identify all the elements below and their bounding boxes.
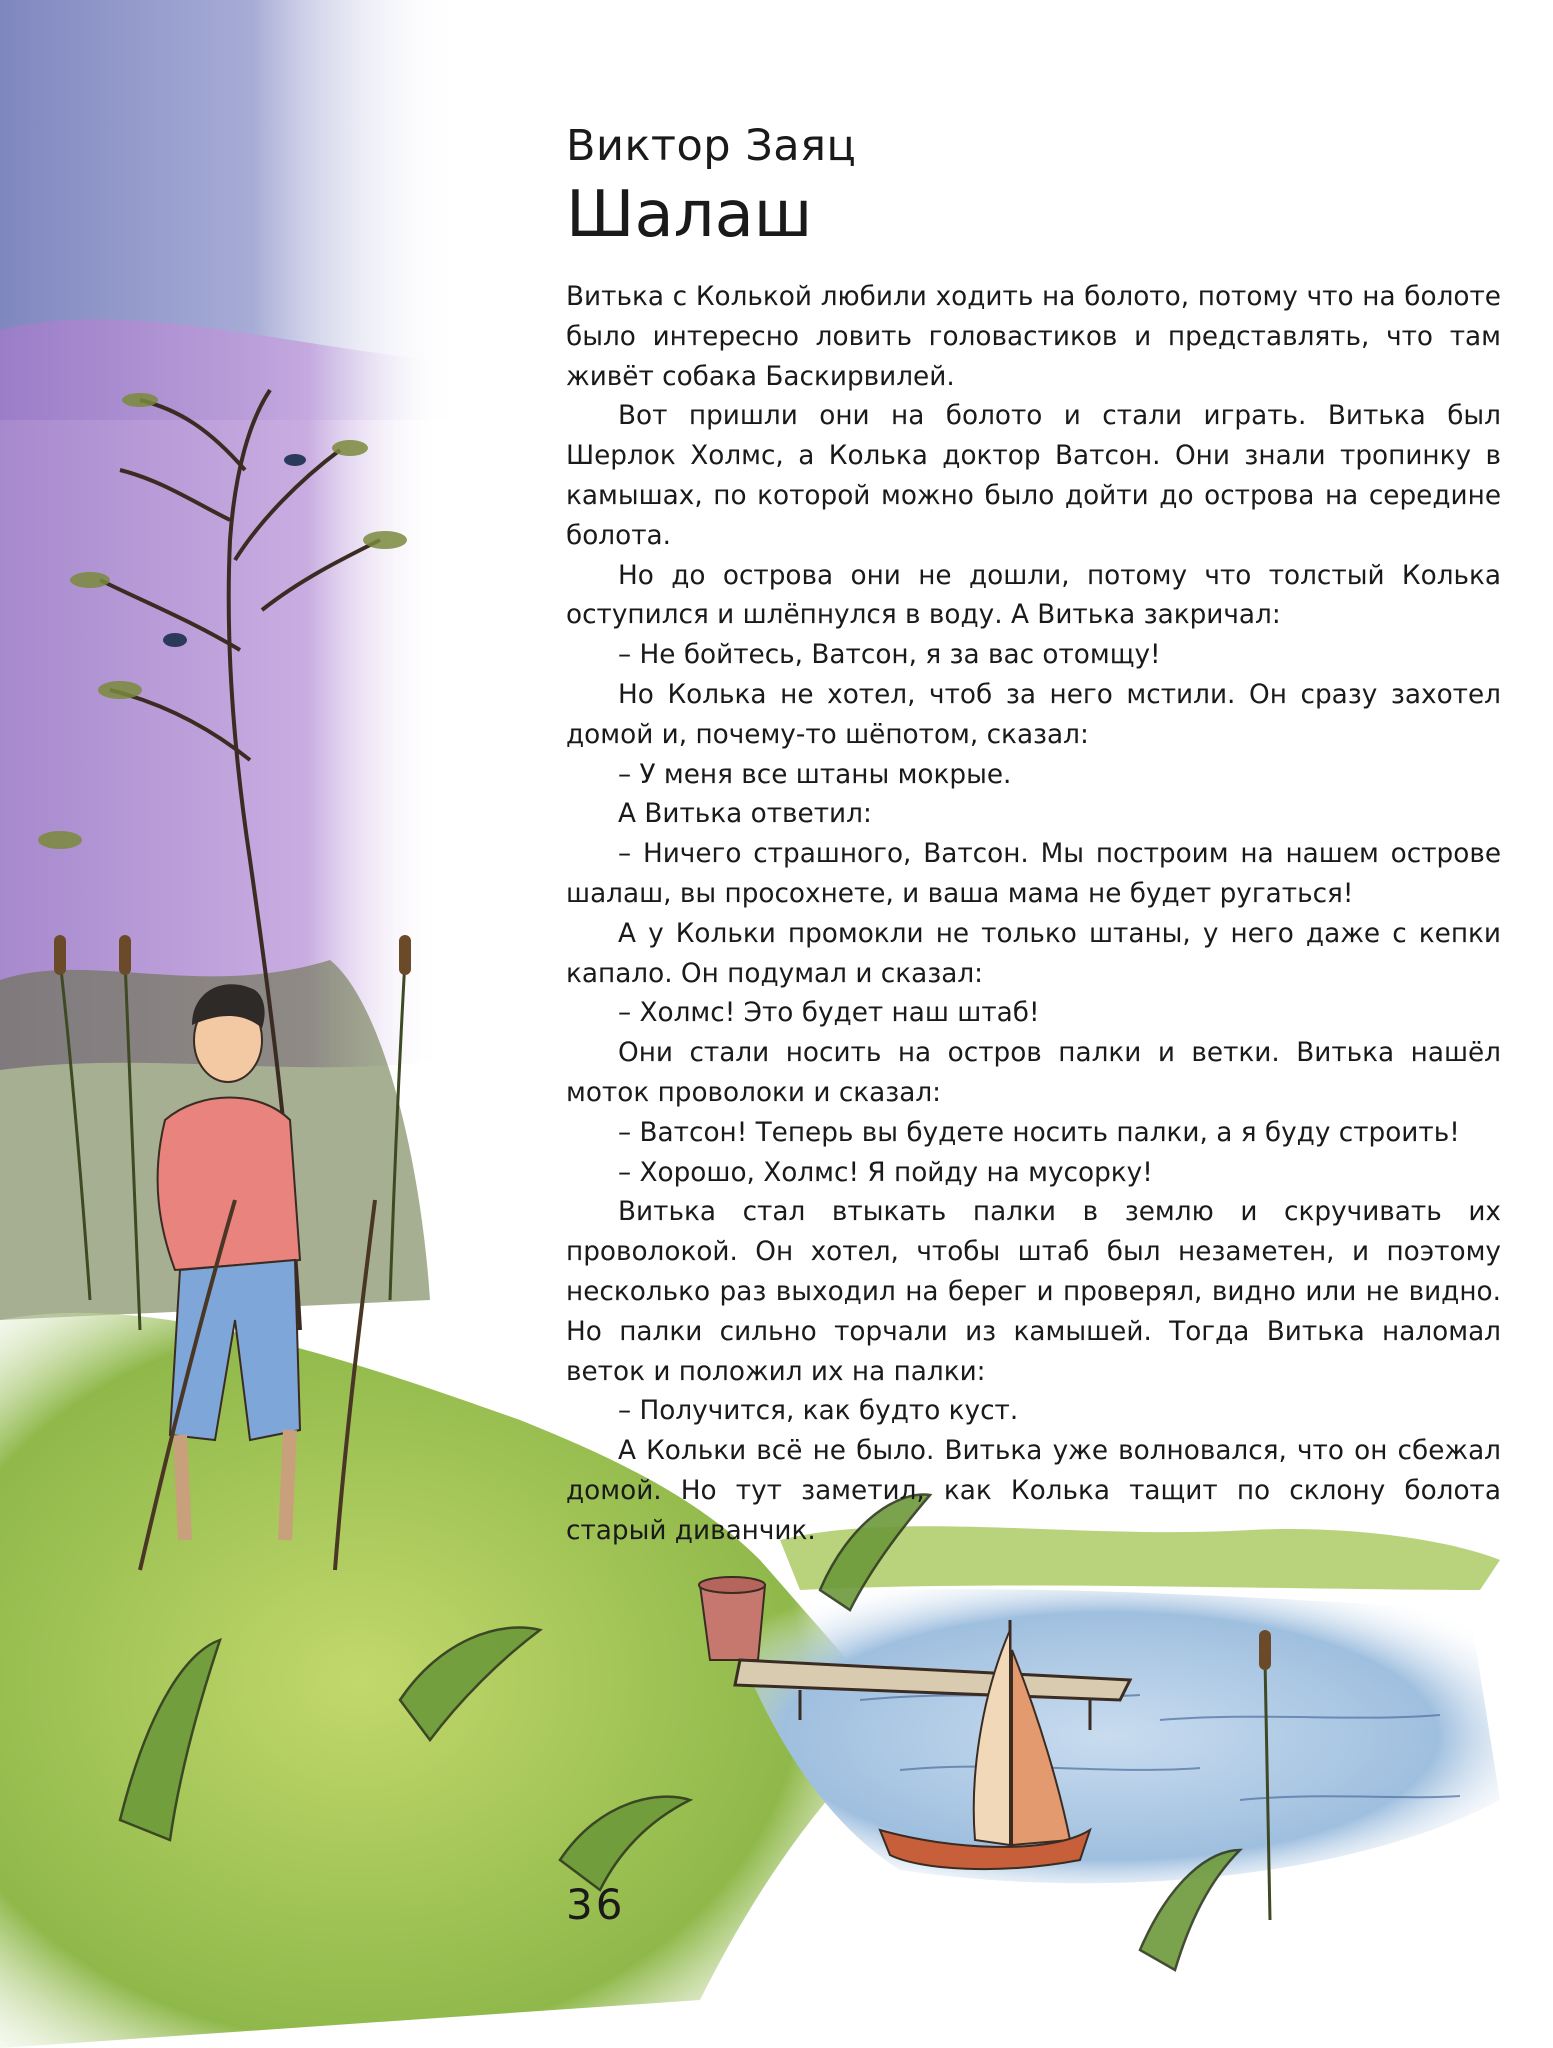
dialogue-line: – У меня все штаны мокрые. [618,759,1012,790]
story-body [566,278,1501,1552]
paragraph: А Витька ответил: [618,799,872,830]
bucket [699,1577,765,1660]
dialogue-line: – Ватсон! Теперь вы будете носить палки, а я буду строить! [618,1117,1460,1148]
dialogue-line: – Получится, как будто куст. [618,1396,1019,1427]
boy-shirt [158,1098,300,1271]
dialogue-line: – Ничего страшного, Ватсон. Мы построим на нашем острове шалаш, вы просохнете, и ваша мама не будет ругаться! [566,839,1501,909]
dialogue-line: – Не бойтесь, Ватсон, я за вас отомщу! [618,640,1161,671]
author-name: Виктор Заяц [566,121,857,171]
paragraph: Вот пришли они на болото и стали играть. Витька был Шерлок Холмс, а Колька доктор Ватсон. Они знали тропинку в камышах, по которой можно было дойти до острова на середине болота. [566,401,1501,551]
paragraph: Но Колька не хотел, чтоб за него мстили. Он сразу захотел домой и, почему-то шёпотом, сказал: [566,679,1501,750]
paragraph: Но до острова они не дошли, потому что толстый Колька оступился и шлёпнулся в воду. А Витька закричал: [566,560,1501,631]
paragraph: Витька стал втыкать палки в землю и скручивать их проволокой. Он хотел, чтобы штаб был незаметен, и поэтому несколько раз выходил на берег и проверял, видно или не видно. Но палки сильно торчали из камышей. Тогда Витька наломал веток и положил их на палки: [566,1197,1501,1387]
story-title: Шалаш [566,178,813,252]
paragraph: А Кольки всё не было. Витька уже волновался, что он сбежал домой. Но тут заметил, как Колька тащит по склону болота старый диванчик. [566,1436,1501,1546]
page-number: 36 [566,1880,626,1929]
dialogue-line: – Хорошо, Холмс! Я пойду на мусорку! [618,1157,1153,1188]
paragraph: Они стали носить на остров палки и ветки. Витька нашёл моток проволоки и сказал: [566,1038,1501,1108]
story-text-column [566,118,1501,1552]
paragraph: А у Кольки промокли не только штаны, у него даже с кепки капало. Он подумал и сказал: [566,918,1501,989]
paragraph: Витька с Колькой любили ходить на болото, потому что на болоте было интересно ловить головастиков и представлять, что там живёт собака Баскирвилей. [566,282,1501,392]
pond-water [720,1589,1500,1883]
dialogue-line: – Холмс! Это будет наш штаб! [618,998,1040,1029]
